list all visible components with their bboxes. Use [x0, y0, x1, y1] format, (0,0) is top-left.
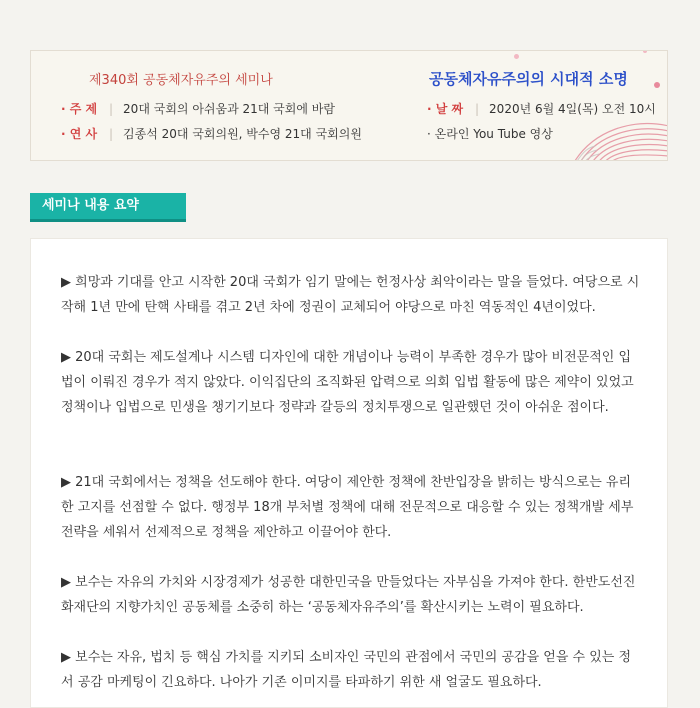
speaker-label: · 연 사: [61, 127, 98, 141]
summary-paragraph-4: ▶ 보수는 자유의 가치와 시장경제가 성공한 대한민국을 만들었다는 자부심을 가져야 한다. 한반도선진화재단의 지향가치인 공동체를 소중히 하는 ‘공동체자유주의’를 확산시키는 노력이 필요하다.: [61, 575, 636, 615]
decor-stripes-icon: [573, 112, 668, 161]
date-label: · 날 짜: [427, 102, 464, 116]
summary-paragraph-1: ▶ 희망과 기대를 안고 시작한 20대 국회가 임기 말에는 헌정사상 최악이라는 말을 들었다. 여당으로 시작해 1년 만에 탄핵 사태를 겪고 2년 차에 정권이 교체되어 야당으로 마친 역동적인 4년이었다.: [61, 275, 640, 315]
speaker-row: [61, 125, 362, 142]
date-value: 2020년 6월 4일(목) 오전 10시: [489, 102, 656, 116]
decor-dot: [514, 54, 519, 59]
topic-label: · 주 제: [61, 102, 98, 116]
divider: |: [109, 126, 114, 141]
online-row: [427, 125, 553, 142]
summary-paragraph-5: ▶ 보수는 자유, 법치 등 핵심 가치를 지키되 소비자인 국민의 관점에서 국민의 공감을 얻을 수 있는 정서 공감 마케팅이 긴요하다. 나아가 기존 이미지를 타파하기 위한 새 얼굴도 필요하다.: [61, 650, 632, 690]
seminar-title: 제340회 공동체자유주의 세미나: [89, 73, 273, 88]
topic-value: 20대 국회의 아쉬움과 21대 국회에 바람: [123, 102, 335, 116]
divider: |: [475, 101, 480, 116]
section-title: 세미나 내용 요약: [30, 193, 186, 219]
seminar-info-card: [30, 50, 668, 161]
seminar-headline: 공동체자유주의의 시대적 소명: [429, 70, 628, 88]
summary-panel: [30, 238, 668, 708]
summary-paragraph-2: ▶ 20대 국회는 제도설계나 시스템 디자인에 대한 개념이나 능력이 부족한 경우가 많아 비전문적인 입법이 이뤄진 경우가 적지 않았다. 이익집단의 조직화된 압력으로 의회 입법 활동에 많은 제약이 있었고 정책이나 입법으로 민생을 챙기기보다 정략과 갈등의 정치투쟁으로 일관했던 것이 아쉬운 점이다.: [61, 350, 634, 415]
topic-row: [61, 100, 335, 117]
online-value: · 온라인 You Tube 영상: [427, 127, 553, 141]
decor-dot: [654, 82, 660, 88]
divider: |: [109, 101, 114, 116]
section-title-shadow: [30, 219, 186, 222]
decor-dot: [643, 50, 647, 53]
speaker-value: 김종석 20대 국회의원, 박수영 21대 국회의원: [123, 127, 362, 141]
summary-paragraph-3: ▶ 21대 국회에서는 정책을 선도해야 한다. 여당이 제안한 정책에 찬반입장을 밝히는 방식으로는 유리한 고지를 선점할 수 없다. 행정부 18개 부처별 정책에 대해 전문적으로 대응할 수 있는 정책개발 세부전략을 세워서 선제적으로 정책을 제안하고 이끌어야 한다.: [61, 475, 634, 540]
